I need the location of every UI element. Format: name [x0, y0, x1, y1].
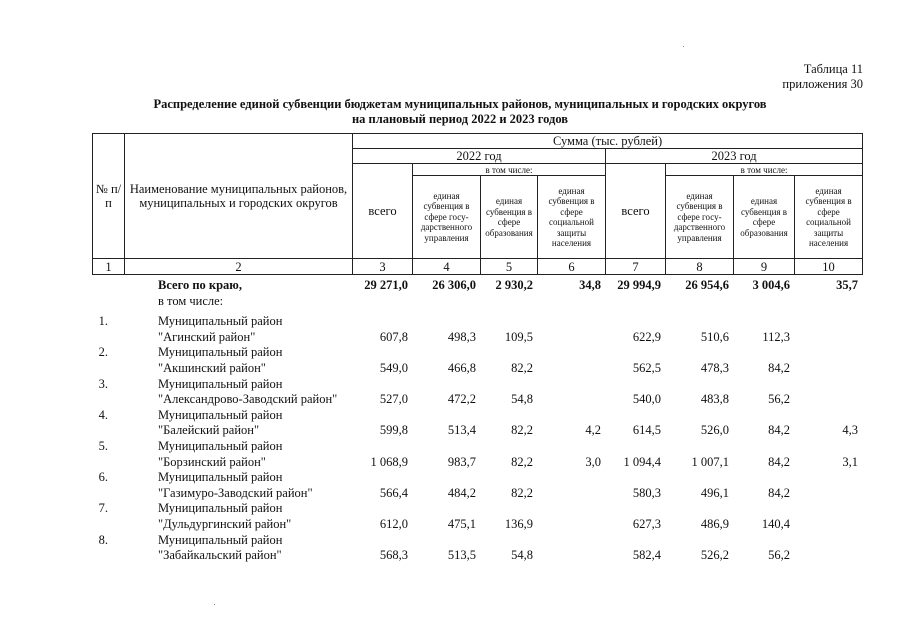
- col-number: 1: [93, 259, 125, 275]
- empty-cell: [733, 501, 794, 517]
- value-c5: 82,2: [511, 454, 533, 469]
- value-c8: 483,8: [700, 392, 729, 407]
- row-number: 3.: [98, 376, 108, 391]
- empty-cell: [733, 314, 794, 330]
- value-c5: 54,8: [511, 392, 533, 407]
- row-number: [92, 423, 124, 439]
- district-type: Муниципальный район: [158, 501, 283, 516]
- district-type: Муниципальный район: [158, 438, 283, 453]
- empty-cell: [665, 439, 733, 455]
- value-c3: 549,0: [379, 360, 408, 375]
- value-c8: 478,3: [700, 360, 729, 375]
- empty-cell: [794, 294, 862, 310]
- value-c3: 566,4: [379, 485, 408, 500]
- value-c4: 466,8: [447, 360, 476, 375]
- empty-cell: [480, 501, 537, 517]
- scan-speck: [214, 604, 215, 605]
- value-c8: 496,1: [700, 485, 729, 500]
- empty-cell: [537, 345, 605, 361]
- table-row: [92, 345, 862, 361]
- value-c4: 472,2: [447, 392, 476, 407]
- empty-cell: [605, 408, 665, 424]
- empty-cell: [794, 533, 862, 549]
- empty-cell: [733, 408, 794, 424]
- table-row: [92, 533, 862, 549]
- empty-cell: [352, 408, 412, 424]
- value-c6: 3,0: [585, 454, 601, 469]
- empty-cell: [537, 470, 605, 486]
- value-c4: 475,1: [447, 516, 476, 531]
- table-caption: [782, 62, 863, 92]
- value-c9: 84,2: [768, 454, 790, 469]
- row-number: 2.: [98, 345, 108, 360]
- district-type: Муниципальный район: [158, 314, 283, 329]
- row-number: [92, 486, 124, 502]
- empty-cell: [733, 345, 794, 361]
- district-name: "Агинский район": [158, 329, 256, 344]
- col-number: 8: [666, 259, 734, 275]
- empty-cell: [665, 408, 733, 424]
- district-type: Муниципальный район: [158, 376, 283, 391]
- empty-cell: [537, 501, 605, 517]
- district-type: Муниципальный район: [158, 407, 283, 422]
- empty-cell: [794, 501, 862, 517]
- table-row: [92, 361, 862, 377]
- value-c10: [794, 361, 862, 377]
- col-number: 3: [353, 259, 413, 275]
- empty-cell: [733, 439, 794, 455]
- value-c9: 84,2: [768, 360, 790, 375]
- empty-cell: [352, 345, 412, 361]
- header-sub-gov-2022: единая субвенция в сфере госу-дарственного управления: [413, 176, 481, 259]
- value-c9: 56,2: [768, 548, 790, 563]
- empty-cell: [794, 408, 862, 424]
- row-number: 1.: [98, 314, 108, 329]
- value-c4: 983,7: [447, 454, 476, 469]
- table-row: [92, 470, 862, 486]
- table-row: [92, 423, 862, 439]
- value-c10: [794, 486, 862, 502]
- value-c7: 614,5: [632, 423, 661, 438]
- value-c4: 513,5: [447, 548, 476, 563]
- value-c7: 622,9: [632, 329, 661, 344]
- total-c6: 34,8: [579, 278, 601, 292]
- table-row: [92, 486, 862, 502]
- total-c8: 26 954,6: [685, 278, 729, 292]
- empty-cell: [412, 533, 480, 549]
- col-number: 4: [413, 259, 481, 275]
- title-line-2: на плановый период 2022 и 2023 годов: [351, 112, 569, 126]
- total-c5: 2 930,2: [495, 278, 533, 292]
- district-name: "Забайкальский район": [158, 548, 282, 563]
- value-c5: 54,8: [511, 548, 533, 563]
- value-c7: 562,5: [632, 360, 661, 375]
- document-title: [90, 97, 830, 127]
- value-c7: 540,0: [632, 392, 661, 407]
- empty-cell: [537, 439, 605, 455]
- value-c3: 607,8: [379, 329, 408, 344]
- value-c10: [794, 548, 862, 564]
- col-number: 5: [481, 259, 538, 275]
- total-label: Всего по краю,: [158, 278, 242, 292]
- value-c8: 486,9: [700, 516, 729, 531]
- header-sub-gov-2023: единая субвенция в сфере госу-дарственного управления: [666, 176, 734, 259]
- empty-cell: [480, 294, 537, 310]
- empty-cell: [794, 470, 862, 486]
- row-number: [92, 278, 124, 294]
- value-c4: 513,4: [447, 423, 476, 438]
- row-number: [92, 330, 124, 346]
- header-incl-2022: в том числе:: [413, 164, 606, 176]
- empty-cell: [412, 345, 480, 361]
- value-c10: 3,1: [842, 454, 858, 469]
- row-number: 6.: [98, 470, 108, 485]
- row-number: [92, 455, 124, 471]
- empty-cell: [352, 470, 412, 486]
- value-c5: 82,2: [511, 360, 533, 375]
- empty-cell: [352, 314, 412, 330]
- table-row: [92, 314, 862, 330]
- empty-cell: [412, 294, 480, 310]
- value-c6: 4,2: [585, 423, 601, 438]
- empty-cell: [352, 294, 412, 310]
- district-type: Муниципальный район: [158, 532, 283, 547]
- district-name: "Акшинский район": [158, 360, 266, 375]
- value-c10: [794, 330, 862, 346]
- empty-cell: [665, 501, 733, 517]
- value-c9: 84,2: [768, 485, 790, 500]
- total-row: [92, 278, 862, 294]
- value-c7: 1 094,4: [623, 454, 661, 469]
- empty-cell: [480, 533, 537, 549]
- empty-cell: [537, 533, 605, 549]
- total-c4: 26 306,0: [432, 278, 476, 292]
- district-type: Муниципальный район: [158, 345, 283, 360]
- empty-cell: [412, 439, 480, 455]
- header-year-2022: 2022 год: [353, 149, 606, 164]
- row-number: [92, 392, 124, 408]
- header-sub-edu-2023: единая субвенция в сфере образования: [734, 176, 795, 259]
- row-number: [92, 294, 124, 310]
- title-line-1: Распределение единой субвенции бюджетам муниципальных районов, муниципальных и городских округов: [153, 97, 767, 111]
- empty-cell: [412, 501, 480, 517]
- value-c7: 627,3: [632, 516, 661, 531]
- value-c8: 1 007,1: [691, 454, 729, 469]
- empty-cell: [605, 533, 665, 549]
- total-c3: 29 271,0: [364, 278, 408, 292]
- empty-cell: [665, 314, 733, 330]
- table-row: [92, 330, 862, 346]
- empty-cell: [412, 314, 480, 330]
- value-c9: 112,3: [762, 329, 790, 344]
- empty-cell: [352, 533, 412, 549]
- header-sub-edu-2022: единая субвенция в сфере образования: [481, 176, 538, 259]
- value-c7: 582,4: [632, 548, 661, 563]
- value-c3: 527,0: [379, 392, 408, 407]
- col-number: 9: [734, 259, 795, 275]
- empty-cell: [733, 470, 794, 486]
- col-number: 6: [538, 259, 606, 275]
- value-c9: 84,2: [768, 423, 790, 438]
- table-row: [92, 408, 862, 424]
- district-name: "Балейский район": [158, 423, 260, 438]
- value-c5: 109,5: [504, 329, 533, 344]
- district-name: "Борзинский район": [158, 454, 266, 469]
- caption-line-2: приложения 30: [782, 77, 863, 91]
- value-c5: 136,9: [504, 516, 533, 531]
- empty-cell: [352, 501, 412, 517]
- caption-line-1: Таблица 11: [803, 62, 863, 76]
- empty-cell: [480, 408, 537, 424]
- table-row: [92, 548, 862, 564]
- incl-label: в том числе:: [158, 293, 224, 308]
- empty-cell: [480, 377, 537, 393]
- empty-cell: [733, 377, 794, 393]
- empty-cell: [605, 501, 665, 517]
- empty-cell: [537, 294, 605, 310]
- row-number: 5.: [98, 438, 108, 453]
- empty-cell: [794, 377, 862, 393]
- table-header: [92, 133, 863, 275]
- table-body: [92, 278, 862, 564]
- value-c8: 526,2: [700, 548, 729, 563]
- row-number: 4.: [98, 407, 108, 422]
- row-number: [92, 361, 124, 377]
- empty-cell: [733, 533, 794, 549]
- col-number: 10: [795, 259, 863, 275]
- row-number: [92, 548, 124, 564]
- value-c3: 1 068,9: [370, 454, 408, 469]
- empty-cell: [794, 439, 862, 455]
- row-number: [92, 517, 124, 533]
- header-sub-social-2023: единая субвенция в сфере социальной защиты населения: [795, 176, 863, 259]
- col-number: 2: [125, 259, 353, 275]
- col-number: 7: [606, 259, 666, 275]
- value-c6: [537, 517, 605, 533]
- table-row: [92, 455, 862, 471]
- value-c5: 82,2: [511, 423, 533, 438]
- value-c3: 568,3: [379, 548, 408, 563]
- table-row: [92, 439, 862, 455]
- value-c8: 510,6: [700, 329, 729, 344]
- scan-speck: [683, 46, 684, 47]
- empty-cell: [480, 345, 537, 361]
- table-row: [92, 377, 862, 393]
- value-c6: [537, 361, 605, 377]
- value-c9: 140,4: [761, 516, 790, 531]
- header-incl-2023: в том числе:: [666, 164, 863, 176]
- value-c9: 56,2: [768, 392, 790, 407]
- header-year-2023: 2023 год: [606, 149, 863, 164]
- district-name: "Александрово-Заводский район": [158, 392, 338, 407]
- row-number: 8.: [98, 532, 108, 547]
- empty-cell: [605, 294, 665, 310]
- empty-cell: [480, 470, 537, 486]
- empty-cell: [480, 439, 537, 455]
- total-c7: 29 994,9: [617, 278, 661, 292]
- value-c5: 82,2: [511, 485, 533, 500]
- value-c4: 484,2: [447, 485, 476, 500]
- empty-cell: [733, 294, 794, 310]
- value-c6: [537, 486, 605, 502]
- empty-cell: [665, 294, 733, 310]
- table-row: [92, 392, 862, 408]
- table-row: [92, 501, 862, 517]
- empty-cell: [665, 470, 733, 486]
- total-c9: 3 004,6: [752, 278, 790, 292]
- value-c3: 599,8: [379, 423, 408, 438]
- value-c10: [794, 392, 862, 408]
- empty-cell: [665, 377, 733, 393]
- empty-cell: [605, 345, 665, 361]
- row-number: 7.: [98, 501, 108, 516]
- empty-cell: [794, 345, 862, 361]
- empty-cell: [605, 314, 665, 330]
- empty-cell: [412, 408, 480, 424]
- empty-cell: [352, 377, 412, 393]
- empty-cell: [412, 377, 480, 393]
- value-c10: 4,3: [842, 423, 858, 438]
- value-c4: 498,3: [447, 329, 476, 344]
- header-total-2022: всего: [353, 164, 413, 259]
- total-c10: 35,7: [836, 278, 858, 292]
- empty-cell: [537, 377, 605, 393]
- value-c8: 526,0: [700, 423, 729, 438]
- header-total-2023: всего: [606, 164, 666, 259]
- empty-cell: [412, 470, 480, 486]
- district-type: Муниципальный район: [158, 470, 283, 485]
- empty-cell: [352, 439, 412, 455]
- value-c7: 580,3: [632, 485, 661, 500]
- empty-cell: [794, 314, 862, 330]
- empty-cell: [537, 408, 605, 424]
- table-row: [92, 517, 862, 533]
- header-sub-social-2022: единая субвенция в сфере социальной защиты населения: [538, 176, 606, 259]
- header-sum: Сумма (тыс. рублей): [353, 134, 863, 149]
- empty-cell: [605, 439, 665, 455]
- district-name: "Газимуро-Заводский район": [158, 485, 313, 500]
- header-number: № п/п: [93, 134, 125, 259]
- empty-cell: [665, 533, 733, 549]
- value-c10: [794, 517, 862, 533]
- empty-cell: [537, 314, 605, 330]
- value-c6: [537, 392, 605, 408]
- district-name: "Дульдургинский район": [158, 516, 292, 531]
- value-c6: [537, 548, 605, 564]
- empty-cell: [605, 377, 665, 393]
- value-c3: 612,0: [379, 516, 408, 531]
- empty-cell: [605, 470, 665, 486]
- header-name: Наименование муниципальных районов, муниципальных и городских округов: [125, 134, 353, 259]
- incl-row: [92, 294, 862, 310]
- value-c6: [537, 330, 605, 346]
- empty-cell: [480, 314, 537, 330]
- empty-cell: [665, 345, 733, 361]
